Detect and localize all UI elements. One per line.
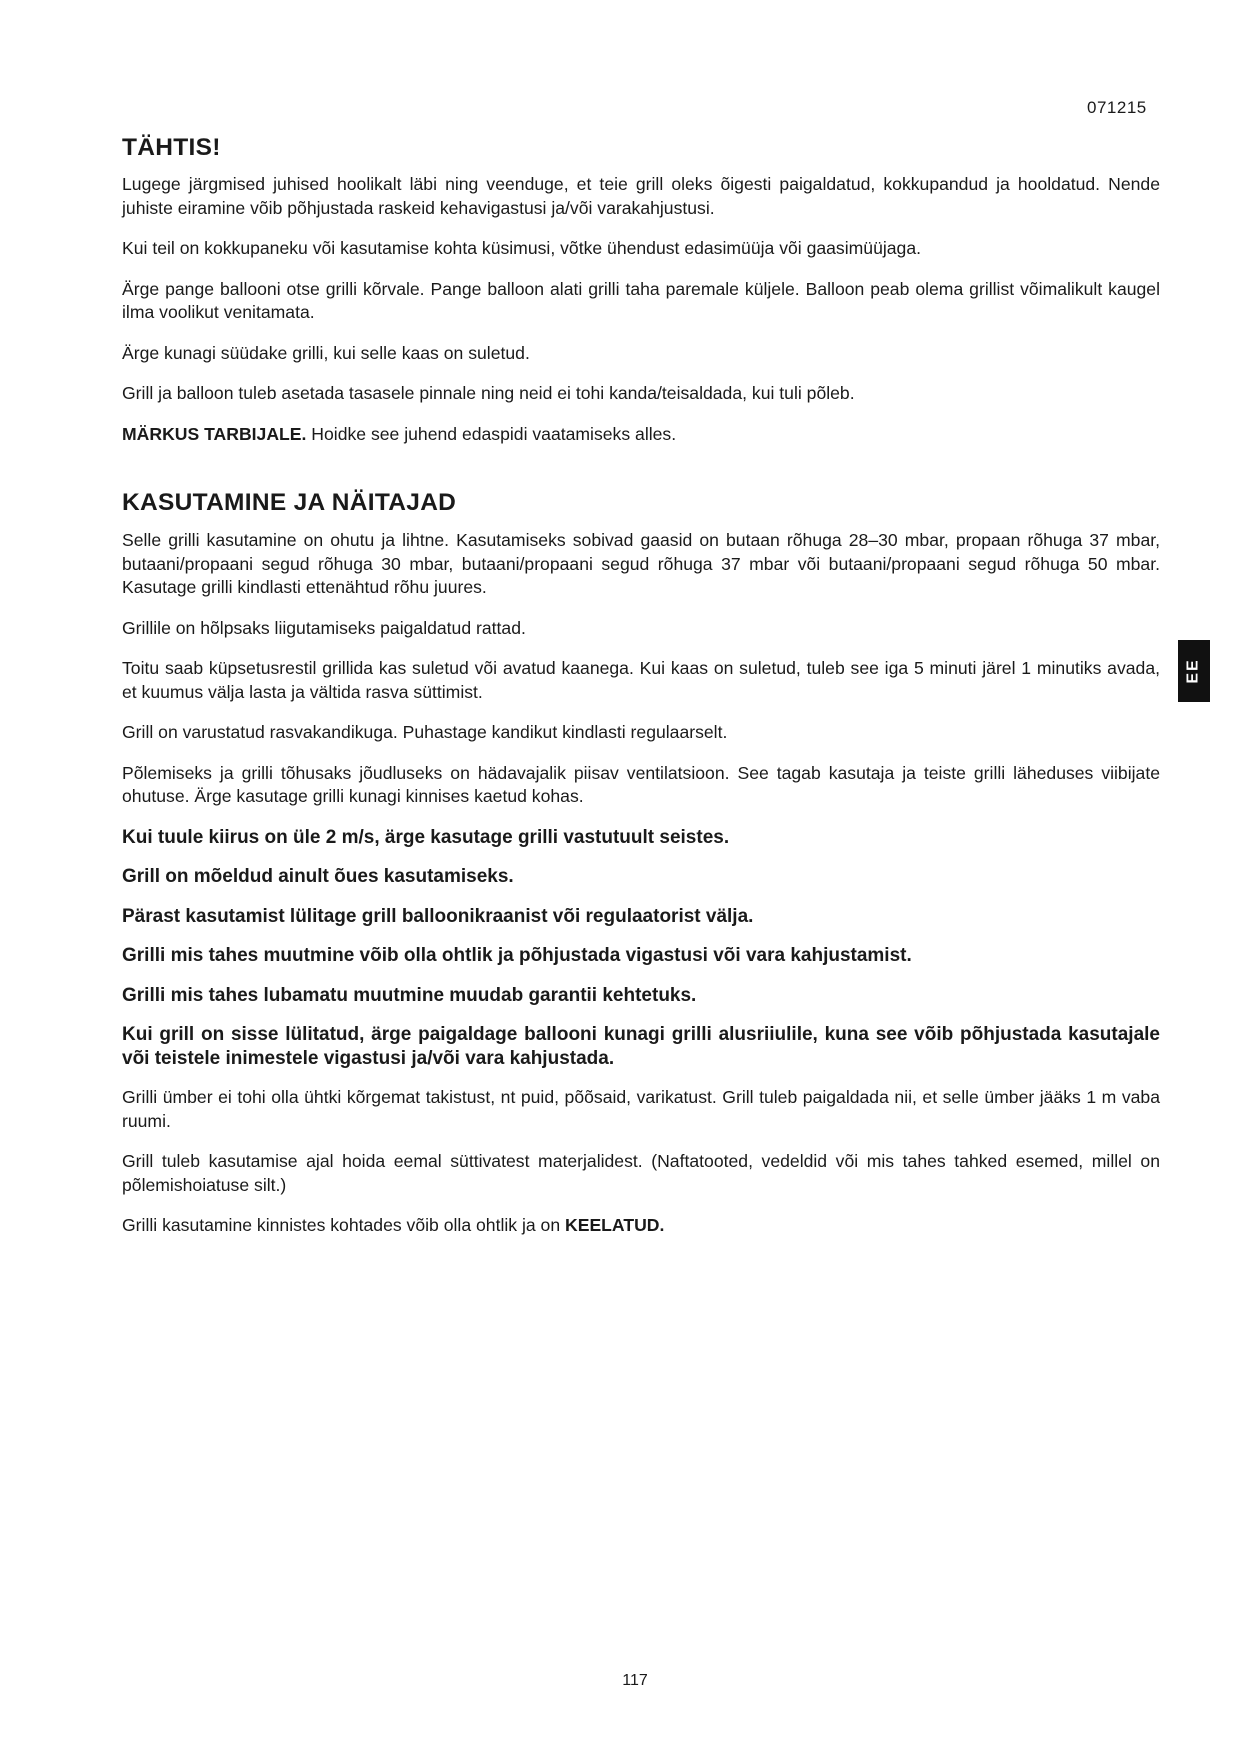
paragraph: Selle grilli kasutamine on ohutu ja lihtne. Kasutamiseks sobivad gaasid on butaan rõhuga 28–30 mbar, propaan rõhuga 37 mbar, butaani/propaani segud rõhuga 30 mbar, butaani/propaani segud rõhuga 37 mbar või butaani/propaani segud rõhuga 50 mbar. Kasutage grilli kindlasti ettenähtud rõhu juures. bbox=[122, 530, 1160, 597]
forbidden-text: Grilli kasutamine kinnistes kohtades võib olla ohtlik ja on bbox=[122, 1215, 565, 1235]
section-title-important: TÄHTIS! bbox=[122, 134, 221, 161]
page-number: 117 bbox=[622, 1672, 648, 1689]
paragraph: Grill tuleb kasutamise ajal hoida eemal süttivatest materjalidest. (Naftatooted, vedeldid või mis tahes tahked esemed, millel on põlemishoiatuse silt.) bbox=[122, 1151, 1160, 1195]
bold-warning: Grill on mõeldud ainult õues kasutamiseks. bbox=[122, 866, 514, 887]
page-content bbox=[122, 134, 1160, 1255]
paragraph: Grilli ümber ei tohi olla ühtki kõrgemat takistust, nt puid, põõsaid, varikatust. Grill tuleb paigaldada nii, et selle ümber jääks 1 m vaba ruumi. bbox=[122, 1087, 1160, 1131]
paragraph: Grill on varustatud rasvakandikuga. Puhastage kandikut kindlasti regulaarselt. bbox=[122, 722, 728, 742]
bold-warning: Kui grill on sisse lülitatud, ärge paigaldage ballooni kunagi grilli alusriiulile, kuna see võib põhjustada kasutajale või teistele inimestele vigastusi ja/või vara kahjustada. bbox=[122, 1024, 1160, 1069]
paragraph: Ärge pange ballooni otse grilli kõrvale. Pange balloon alati grilli taha paremale küljele. Balloon peab olema grillist võimalikult kaugel ilma voolikut venitamata. bbox=[122, 278, 1160, 322]
paragraph: Kui teil on kokkupaneku või kasutamise kohta küsimusi, võtke ühendust edasimüüja või gaasimüüjaga. bbox=[122, 238, 922, 258]
bold-warning: Grilli mis tahes muutmine võib olla ohtlik ja põhjustada vigastusi või vara kahjustamist. bbox=[122, 945, 912, 966]
bold-warning: Pärast kasutamist lülitage grill balloonikraanist või regulaatorist välja. bbox=[122, 905, 754, 927]
bold-warning: Grilli mis tahes lubamatu muutmine muudab garantii kehtetuks. bbox=[122, 984, 697, 1006]
language-tab-label: EE bbox=[1185, 658, 1202, 684]
consumer-note bbox=[122, 423, 1160, 447]
document-code: 071215 bbox=[1087, 98, 1147, 117]
paragraph: Ärge kunagi süüdake grilli, kui selle kaas on suletud. bbox=[122, 342, 530, 363]
paragraph: Lugege järgmised juhised hoolikalt läbi ning veenduge, et teie grill oleks õigesti paigaldatud, kokkupandud ja hooldatud. Nende juhiste eiramine võib põhjustada raskeid kehavigastusi ja/või varakahjustusi. bbox=[122, 174, 1160, 218]
paragraph: Toitu saab küpsetusrestil grillida kas suletud või avatud kaanega. Kui kaas on suletud, tuleb see iga 5 minuti järel 1 minutiks avada, et kuumus välja lasta ja vältida rasva süttimist. bbox=[122, 658, 1160, 702]
paragraph: Grillile on hõlpsaks liigutamiseks paigaldatud rattad. bbox=[122, 617, 526, 638]
forbidden-label: KEELATUD. bbox=[565, 1215, 665, 1235]
paragraph: Grill ja balloon tuleb asetada tasasele pinnale ning neid ei tohi kanda/teisaldada, kui tuli põleb. bbox=[122, 383, 855, 403]
consumer-note-label: MÄRKUS TARBIJALE. bbox=[122, 423, 307, 444]
language-tab bbox=[1178, 640, 1210, 702]
consumer-note-text: Hoidke see juhend edaspidi vaatamiseks alles. bbox=[306, 423, 677, 444]
paragraph: Põlemiseks ja grilli tõhusaks jõudluseks on hädavajalik piisav ventilatsioon. See tagab kasutaja ja teiste grilli läheduses viibijate ohutuse. Ärge kasutage grilli kunagi kinnises kaetud kohas. bbox=[122, 762, 1160, 806]
section-title-usage: KASUTAMINE JA NÄITAJAD bbox=[122, 489, 457, 516]
bold-warning: Kui tuule kiirus on üle 2 m/s, ärge kasutage grilli vastutuult seistes. bbox=[122, 826, 730, 848]
paragraph-forbidden bbox=[122, 1214, 1160, 1238]
